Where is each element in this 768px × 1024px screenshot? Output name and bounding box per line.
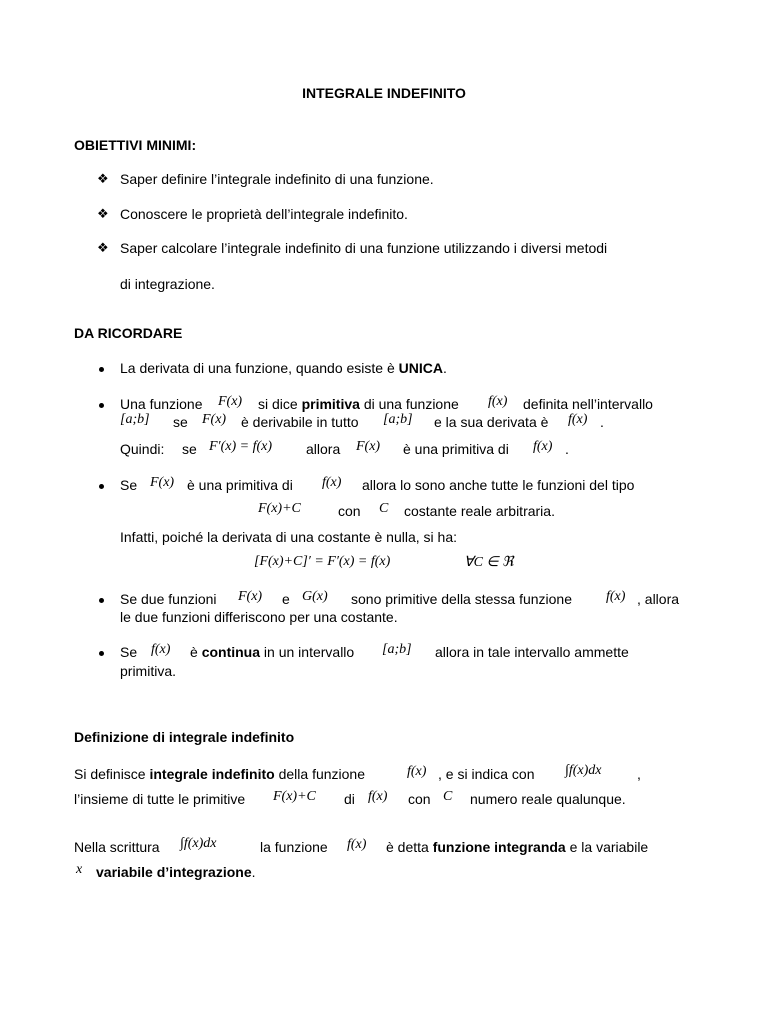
b5-text-3: allora in tale intervallo ammette <box>435 644 629 660</box>
def-p1-math-FC: F(x)+C <box>273 789 316 804</box>
b2-text-8: . <box>600 414 604 430</box>
b3-math-f: f(x) <box>322 475 342 490</box>
bullet-dot-icon <box>99 403 104 408</box>
b5-se: Se <box>120 644 138 660</box>
b3-text-3: costante reale arbitraria. <box>404 503 555 519</box>
b3-math-FC: F(x)+C <box>258 501 301 516</box>
diamond-bullet-icon: ❖ <box>97 206 109 221</box>
b2-math-f2: f(x) <box>568 412 588 427</box>
diamond-bullet-icon: ❖ <box>97 240 109 255</box>
obiettivi-heading: OBIETTIVI MINIMI: <box>74 137 197 153</box>
b4-line-2: le due funzioni differiscono per una costante. <box>120 609 398 625</box>
b5-text-1: è continua in un intervallo <box>190 644 355 660</box>
def-p1-text-3: , e si indica con <box>438 766 535 782</box>
ricordare-heading: DA RICORDARE <box>74 325 183 341</box>
b2-math-F2: F(x) <box>202 412 227 427</box>
obiettivo-item-1: Saper definire l’integrale indefinito di una funzione. <box>120 171 434 187</box>
b2-text-5: se <box>173 414 188 430</box>
b2-allora: allora <box>306 441 341 457</box>
b3-se: Se <box>120 477 138 493</box>
b2-text-7: e la sua derivata è <box>434 414 549 430</box>
b2-math-f: f(x) <box>488 394 508 409</box>
b4-text-1: Se due funzioni <box>120 591 217 607</box>
b2-math-ab2: [a;b] <box>383 412 413 427</box>
b4-text-2: sono primitive della stessa funzione <box>351 591 573 607</box>
def-p1-text-6: numero reale qualunque. <box>470 791 626 807</box>
def-p2-text-2: la funzione <box>260 839 328 855</box>
b2-text-10: . <box>565 441 569 457</box>
b3-math-formula: [F(x)+C]′ = F′(x) = f(x) <box>254 554 391 569</box>
def-p1-text-1: Si definisce integrale indefinito della funzione <box>74 766 366 782</box>
def-p1-math-f: f(x) <box>407 764 427 779</box>
obiettivo-item-3-cont: di integrazione. <box>120 276 215 292</box>
b5-line-2: primitiva. <box>120 663 177 679</box>
b4-text-3: , allora <box>637 591 680 607</box>
b2-math-f3: f(x) <box>533 439 553 454</box>
b2-text-2: si dice primitiva di una funzione <box>258 396 459 412</box>
b2-math-ab: [a;b] <box>120 412 150 427</box>
def-p1-di: di <box>344 791 355 807</box>
def-p1-math-int: ∫f(x)dx <box>565 763 602 778</box>
b2-text-1: Una funzione <box>120 396 203 412</box>
def-p2-math-x: x <box>76 862 83 877</box>
def-p1-math-f2: f(x) <box>368 789 388 804</box>
ricordare-bullet-1: La derivata di una funzione, quando esiste è UNICA. <box>120 360 447 376</box>
b3-infatti: Infatti, poiché la derivata di una costante è nulla, si ha: <box>120 529 457 545</box>
diamond-bullet-icon: ❖ <box>97 171 109 186</box>
bullet-dot-icon <box>99 367 104 372</box>
b2-text-6: è derivabile in tutto <box>241 414 359 430</box>
b2-se: se <box>182 441 197 457</box>
b2-math-F: F(x) <box>218 394 243 409</box>
b4-e: e <box>282 591 290 607</box>
b4-math-f: f(x) <box>606 589 626 604</box>
def-p1-con: con <box>408 791 431 807</box>
b2-text-4: definita nell’intervallo <box>523 396 653 412</box>
def-p2-text-5: variabile d’integrazione. <box>96 864 256 880</box>
def-p2-text-1: Nella scrittura <box>74 839 160 855</box>
def-p2-math-int: ∫f(x)dx <box>180 836 217 851</box>
b3-con: con <box>338 503 361 519</box>
b2-text-9: è una primitiva di <box>403 441 509 457</box>
def-p1-math-C: C <box>443 789 453 804</box>
bullet-dot-icon <box>99 651 104 656</box>
definizione-heading: Definizione di integrale indefinito <box>74 729 295 745</box>
def-p2-text-3: è detta funzione integranda e la variabile <box>386 839 649 855</box>
b5-math-f: f(x) <box>151 642 171 657</box>
def-p1-text-4: , <box>637 766 641 782</box>
obiettivo-item-2: Conoscere le proprietà dell’integrale indefinito. <box>120 206 408 222</box>
obiettivo-item-3: Saper calcolare l’integrale indefinito di una funzione utilizzando i diversi metodi <box>120 240 608 256</box>
b2-math-F3: F(x) <box>356 439 381 454</box>
bullet-dot-icon <box>99 484 104 489</box>
def-p1-text-5: l’insieme di tutte le primitive <box>74 791 246 807</box>
b3-text-1: è una primitiva di <box>187 477 293 493</box>
b4-math-G: G(x) <box>302 589 328 604</box>
bullet-dot-icon <box>99 598 104 603</box>
b3-math-C: C <box>379 501 389 516</box>
def-p2-math-f: f(x) <box>347 837 367 852</box>
b4-math-F: F(x) <box>238 589 263 604</box>
b5-math-ab: [a;b] <box>382 642 412 657</box>
b3-text-2: allora lo sono anche tutte le funzioni del tipo <box>362 477 635 493</box>
b2-math-eq: F′(x) = f(x) <box>209 439 273 454</box>
page-title: INTEGRALE INDEFINITO <box>302 85 466 101</box>
b3-math-forall: ∀C ∈ ℜ <box>464 555 514 570</box>
b3-math-F: F(x) <box>150 475 175 490</box>
b2-quindi: Quindi: <box>120 441 165 457</box>
